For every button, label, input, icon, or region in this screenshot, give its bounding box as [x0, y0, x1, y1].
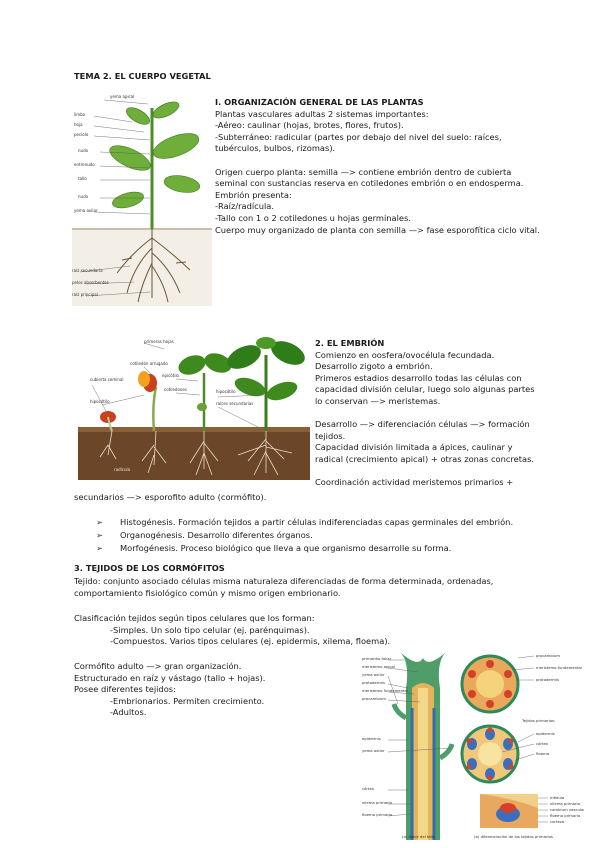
- fig1-label: hoja: [74, 122, 83, 127]
- arrow-bullet-icon: ➢: [96, 543, 103, 553]
- section-3-line: Clasificación tejidos según tipos celulares que los forman:: [74, 613, 315, 623]
- fig3-label: córtex: [362, 786, 374, 791]
- fig3-label: epidermis: [536, 731, 555, 736]
- fig3-label: médula: [550, 795, 565, 800]
- section-1-line: Embrión presenta:: [215, 189, 292, 200]
- fig3-caption: (a) ápice del tallo: [402, 834, 436, 839]
- fig3-label: córtex: [536, 741, 548, 746]
- section-2-line: Coordinación actividad meristemos primarios +: [315, 477, 514, 488]
- section-3-line: Posee diferentes tejidos:: [74, 684, 176, 695]
- section-3-line: Cormófito adulto —> gran organización.: [74, 661, 242, 671]
- fig1-label: tallo: [78, 176, 87, 181]
- fig3-label: procambium: [362, 696, 386, 701]
- fig3-label: epidermis: [362, 736, 381, 741]
- section-1-line: -Subterráneo: radicular (partes por debajo del nivel del suelo: raíces,: [215, 131, 502, 142]
- bullet-item: [96, 530, 313, 542]
- section-2-continuation: secundarios —> esporofito adulto (cormófito).: [74, 492, 267, 502]
- bullet-text: Organogénesis. Desarrollo diferentes órganos.: [120, 530, 313, 540]
- germination-figure: [78, 335, 310, 480]
- page-title: TEMA 2. EL CUERPO VEGETAL: [74, 71, 211, 81]
- tissues-figure: [362, 648, 584, 840]
- fig2-label: primeras hojas: [144, 339, 174, 344]
- section-3-line: comportamiento fisiológico común y mismo origen embrionario.: [74, 587, 341, 598]
- fig1-label: limbo: [74, 112, 86, 117]
- section-1-line: Cuerpo muy organizado de planta con semilla —> fase esporofítica ciclo vital.: [215, 224, 540, 235]
- section-1-heading: I. ORGANIZACIÓN GENERAL DE LAS PLANTAS: [215, 97, 424, 107]
- section-3-heading: 3. TEJIDOS DE LOS CORMÓFITOS: [74, 563, 225, 573]
- fig3-label: meristemo fundamental: [362, 688, 408, 693]
- fig3-label: meristemo fundamental: [536, 665, 582, 670]
- section-2-line: [315, 466, 535, 478]
- section-2-line: [315, 408, 535, 420]
- fig2-label: radícula: [114, 467, 131, 472]
- section-1-line: [215, 155, 540, 167]
- section-1-line: tubérculos, bulbos, rizomas).: [215, 143, 336, 154]
- fig1-label: nudo: [78, 148, 89, 153]
- plant-anatomy-figure: [72, 88, 212, 306]
- fig3-label: procambium: [536, 653, 560, 658]
- section-2-heading: 2. EL EMBRIÓN: [315, 338, 385, 348]
- section-2-line: Primeros estadios desarrollo todas las células con: [315, 372, 522, 383]
- fig1-label: raíz secundaria: [72, 268, 103, 273]
- fig3-label: cambium vascular: [550, 807, 584, 812]
- bullet-text: Morfogénesis. Proceso biológico que lleva a que organismo desarrolle su forma.: [120, 543, 452, 553]
- section-3-line: Tejido: conjunto asociado células misma naturaleza diferenciadas de forma determinada, ordenadas,: [74, 576, 494, 586]
- section-1-line: -Tallo con 1 o 2 cotiledones u hojas germinales.: [215, 212, 412, 223]
- section-3-line: -Embrionarios. Permiten crecimiento.: [110, 695, 265, 706]
- fig3-caption: (b) diferenciación de los tejidos primarios: [474, 834, 553, 839]
- section-2-line: Comienzo en oosfera/ovocélula fecundada.: [315, 349, 495, 360]
- fig3-label: Tejidos primarios:: [522, 718, 556, 723]
- arrow-bullet-icon: ➢: [96, 530, 103, 540]
- bullet-item: [96, 543, 451, 555]
- fig3-label: primordio foliar: [362, 656, 392, 661]
- section-2-line: Desarrollo —> diferenciación células —> formación: [315, 419, 530, 430]
- fig3-label: floema primario: [550, 813, 581, 818]
- fig1-label: entrenudo: [74, 162, 95, 167]
- fig2-label: epicótilo: [162, 373, 179, 378]
- section-2-line: Capacidad división limitada a ápices, caulinar y: [315, 442, 513, 453]
- fig1-label: yema apical: [110, 94, 135, 99]
- fig3-label: yema axilar: [362, 748, 385, 753]
- fig3-label: meristemo apical: [362, 664, 395, 669]
- fig3-label: floema: [536, 751, 550, 756]
- fig2-label: hipocótilo: [90, 399, 110, 404]
- fig1-label: pelos absorbentes: [72, 280, 109, 285]
- section-1-line: -Aéreo: caulinar (hojas, brotes, flores, frutos).: [215, 120, 404, 131]
- section-2: [315, 338, 535, 489]
- section-3-line: Estructurado en raíz y vástago (tallo + hojas).: [74, 672, 266, 683]
- fig2-label: raíces secundarias: [216, 401, 254, 406]
- fig2-label: cotiledón arrugado: [130, 361, 168, 366]
- section-2-line: radical (crecimiento apical) + otras zonas concretas.: [315, 453, 535, 464]
- fig1-label: yema axilar: [74, 208, 98, 213]
- section-3-line: -Adultos.: [110, 707, 147, 718]
- fig3-label: protodermis: [362, 680, 385, 685]
- arrow-bullet-icon: ➢: [96, 517, 103, 527]
- fig2-label: cubierta seminal: [90, 377, 124, 382]
- fig2-label: cotiledones: [164, 387, 187, 392]
- fig3-label: yema axilar: [362, 672, 385, 677]
- bullet-text: Histogénesis. Formación tejidos a partir células indiferenciadas capas germinales del embrión.: [120, 517, 514, 527]
- section-2-line: lo conservan —> meristemas.: [315, 395, 441, 406]
- section-1: [215, 97, 540, 236]
- fig3-label: xilema primario: [550, 801, 580, 806]
- section-1-line: Plantas vasculares adultas 2 sistemas importantes:: [215, 108, 429, 119]
- section-3-adult: [74, 661, 265, 719]
- fig3-label: floema primario: [362, 812, 393, 817]
- section-1-line: Origen cuerpo planta: semilla —> contiene embrión dentro de cubierta: [215, 166, 512, 177]
- section-3-line: -Simples. Un solo tipo celular (ej. parénquimas).: [110, 624, 310, 635]
- fig1-label: nudo: [78, 194, 89, 199]
- section-3-intro: [74, 576, 493, 599]
- section-3-classification: [74, 613, 390, 648]
- fig1-label: raíz principal: [72, 292, 98, 297]
- section-2-line: tejidos.: [315, 430, 346, 441]
- fig3-label: corteza: [550, 819, 565, 824]
- fig3-label: protodermis: [536, 677, 559, 682]
- section-2-line: Desarrollo zigoto a embrión.: [315, 361, 433, 372]
- fig3-label: xilema primario: [362, 800, 392, 805]
- section-2-line: capacidad división celular, luego solo algunas partes: [315, 384, 535, 395]
- section-3-line: -Compuestos. Varios tipos celulares (ej. epidermis, xilema, floema).: [110, 636, 391, 647]
- section-1-line: seminal con sustancias reserva en cotiledones embrión o en endosperma.: [215, 178, 524, 189]
- fig2-label: hipocótilo: [216, 389, 236, 394]
- bullet-item: [96, 517, 513, 529]
- section-1-line: -Raíz/radícula.: [215, 201, 275, 212]
- fig1-label: peciolo: [74, 132, 89, 137]
